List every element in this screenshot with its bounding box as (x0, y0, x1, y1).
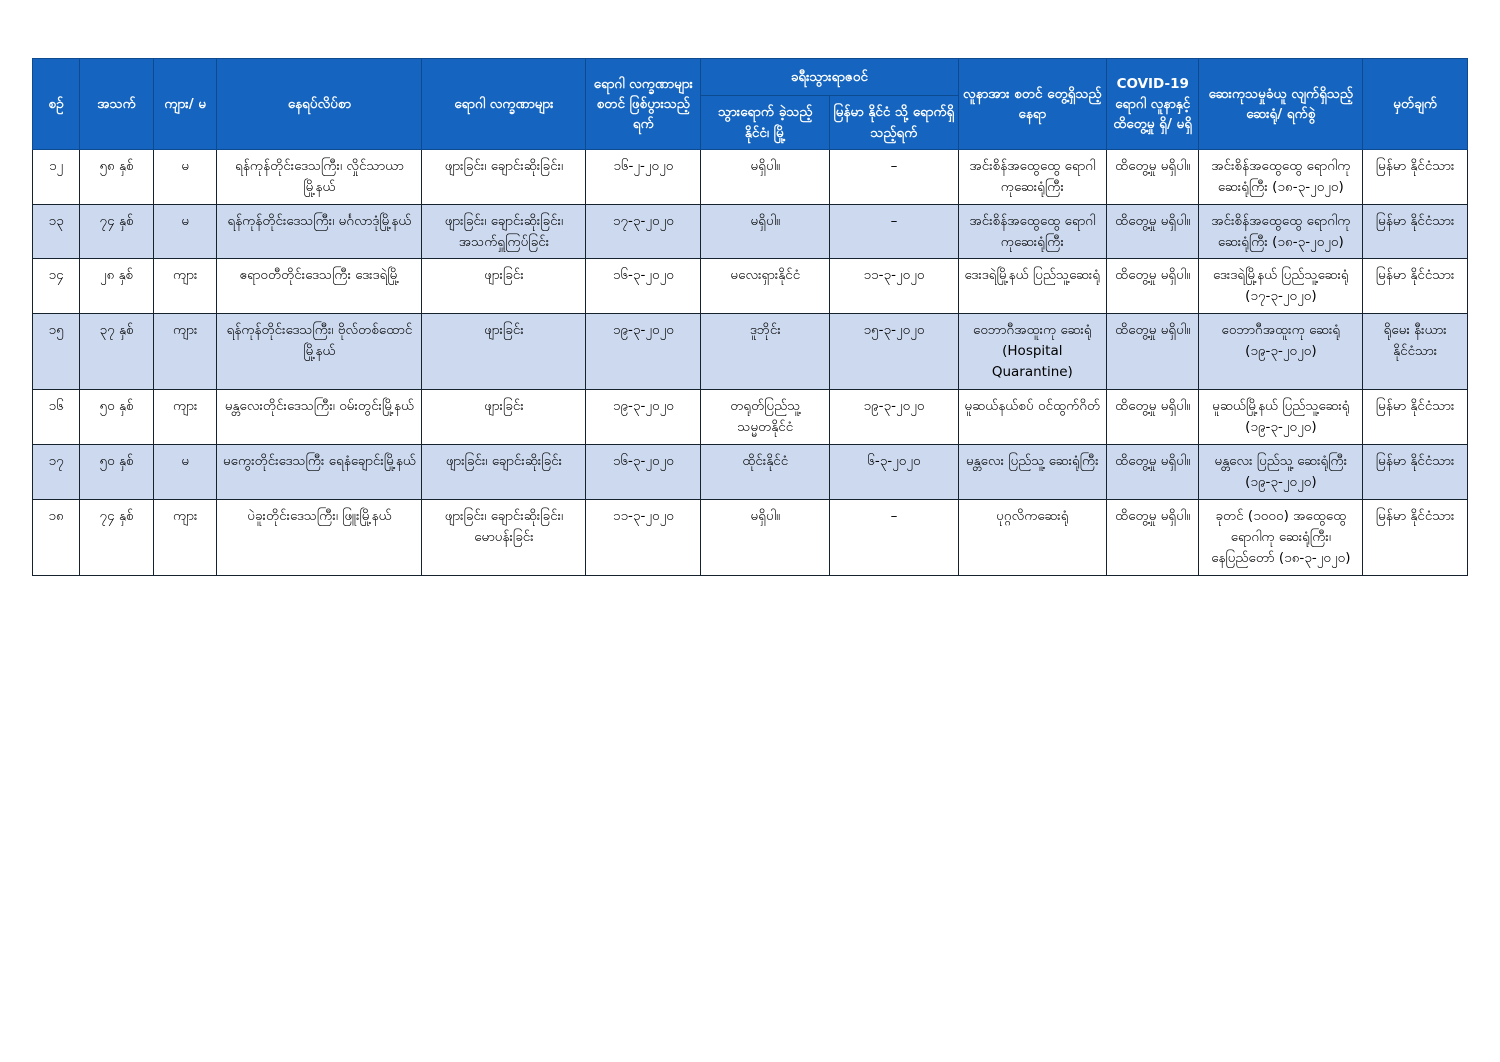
cell-remark: မြန်မာ နိုင်ငံသား (1363, 499, 1468, 575)
cell-travel-country: မရှိပါ။ (701, 149, 830, 204)
cell-age: ၂၈ နှစ် (80, 259, 154, 314)
cell-treatment-hospital: ခုတင် (၁၀၀၀) အထွေထွေရောဂါကု ဆေးရုံကြီး၊ နေပြည်တော် (၁၈-၃-၂၀၂၀) (1199, 499, 1363, 575)
cell-address: ရန်ကုန်တိုင်းဒေသကြီး၊ လှိုင်သာယာမြို့နယ် (217, 149, 422, 204)
cell-sex: မ (153, 149, 217, 204)
header-age: အသက် (80, 59, 154, 150)
cell-no: ၁၃ (33, 204, 80, 259)
header-symptoms: ရောဂါ လက္ခဏာများ (422, 59, 586, 150)
cell-travel-return: ၁၉-၃-၂၀၂၀ (830, 390, 958, 445)
cell-travel-return: – (830, 499, 958, 575)
cell-address: ရန်ကုန်တိုင်းဒေသကြီး၊ မင်္ဂလာဒုံမြို့နယ် (217, 204, 422, 259)
cell-covid-contact: ထိတွေ့မှု မရှိပါ။ (1107, 390, 1199, 445)
header-travel-return: မြန်မာ နိုင်ငံ သို့ ရောက်ရှိ သည့်ရက် (830, 96, 958, 150)
cell-onset-date: ၁၆-၃-၂၀၂၀ (586, 444, 701, 499)
header-remark: မှတ်ချက် (1363, 59, 1468, 150)
cell-found-place: ဒေးဒရဲမြို့နယ် ပြည်သူ့ဆေးရုံ (958, 259, 1107, 314)
cell-onset-date: ၁၆-၃-၂၀၂၀ (586, 259, 701, 314)
cell-travel-country: မရှိပါ။ (701, 204, 830, 259)
cell-remark: မြန်မာ နိုင်ငံသား (1363, 149, 1468, 204)
cell-covid-contact: ထိတွေ့မှု မရှိပါ။ (1107, 314, 1199, 390)
header-onset-date: ရောဂါ လက္ခဏာများ စတင် ဖြစ်ပွားသည့် ရက် (586, 59, 701, 150)
cell-treatment-hospital: ဝေဘာဂီအထူးကု ဆေးရုံ (၁၉-၃-၂၀၂၀) (1199, 314, 1363, 390)
cell-sex: ကျား (153, 314, 217, 390)
cell-travel-country: မရှိပါ။ (701, 499, 830, 575)
cell-found-place: အင်းစိန်အထွေထွေ ရောဂါ ကုဆေးရုံကြီး (958, 204, 1107, 259)
cell-age: ၇၄ နှစ် (80, 499, 154, 575)
cell-sex: ကျား (153, 390, 217, 445)
cell-travel-country: မလေးရှားနိုင်ငံ (701, 259, 830, 314)
table-header (33, 59, 1468, 150)
cell-age: ၃၇ နှစ် (80, 314, 154, 390)
cell-travel-country: ဒူဘိုင်း (701, 314, 830, 390)
cell-travel-return: – (830, 149, 958, 204)
cell-sex: မ (153, 204, 217, 259)
cell-travel-return: ၁၁-၃-၂၀၂၀ (830, 259, 958, 314)
cell-covid-contact: ထိတွေ့မှု မရှိပါ။ (1107, 444, 1199, 499)
cell-age: ၅၈ နှစ် (80, 149, 154, 204)
cell-address: ဧရာဝတီတိုင်းဒေသကြီး ဒေးဒရဲမြို့ (217, 259, 422, 314)
cell-no: ၁၄ (33, 259, 80, 314)
cell-covid-contact: ထိတွေ့မှု မရှိပါ။ (1107, 259, 1199, 314)
cell-address: ပဲခူးတိုင်းဒေသကြီး၊ ဖြူးမြို့နယ် (217, 499, 422, 575)
cell-no: ၁၆ (33, 390, 80, 445)
cell-onset-date: ၁၉-၃-၂၀၂၀ (586, 390, 701, 445)
cell-covid-contact: ထိတွေ့မှု မရှိပါ။ (1107, 149, 1199, 204)
cell-remark: မြန်မာ နိုင်ငံသား (1363, 390, 1468, 445)
table-row (33, 444, 1468, 499)
cell-sex: ကျား (153, 259, 217, 314)
table-row (33, 259, 1468, 314)
cell-remark: မြန်မာ နိုင်ငံသား (1363, 259, 1468, 314)
cell-remark: ရိုမေး နီးယား နိုင်ငံသား (1363, 314, 1468, 390)
header-address: နေရပ်လိပ်စာ (217, 59, 422, 150)
covid-case-table (32, 58, 1468, 576)
cell-found-place: မန္တလေး ပြည်သူ့ ဆေးရုံကြီး (958, 444, 1107, 499)
header-sex: ကျား/ မ (153, 59, 217, 150)
cell-travel-country: ထိုင်းနိုင်ငံ (701, 444, 830, 499)
table-row (33, 390, 1468, 445)
table-row (33, 499, 1468, 575)
cell-age: ၅၀ နှစ် (80, 444, 154, 499)
cell-symptoms: ဖျားခြင်း၊ ချောင်းဆိုးခြင်း၊ မောပန်းခြင်း (422, 499, 586, 575)
cell-address: မကွေးတိုင်းဒေသကြီး ရေနံချောင်းမြို့နယ် (217, 444, 422, 499)
cell-age: ၇၄ နှစ် (80, 204, 154, 259)
cell-travel-country: တရုတ်ပြည်သူ့ သမ္မတနိုင်ငံ (701, 390, 830, 445)
cell-treatment-hospital: အင်းစိန်အထွေထွေ ရောဂါကုဆေးရုံကြီး (၁၈-၃-၂၀၂၀) (1199, 149, 1363, 204)
cell-symptoms: ဖျားခြင်း (422, 390, 586, 445)
cell-covid-contact: ထိတွေ့မှု မရှိပါ။ (1107, 499, 1199, 575)
cell-treatment-hospital: အင်းစိန်အထွေထွေ ရောဂါကုဆေးရုံကြီး (၁၈-၃-၂၀၂၀) (1199, 204, 1363, 259)
header-travel-group: ခရီးသွားရာဇဝင် (701, 59, 958, 96)
cell-onset-date: ၁၆-၂-၂၀၂၀ (586, 149, 701, 204)
cell-address: ရန်ကုန်တိုင်းဒေသကြီး၊ ဗိုလ်တစ်ထောင်မြို့နယ် (217, 314, 422, 390)
cell-symptoms: ဖျားခြင်း၊ ချောင်းဆိုးခြင်း၊ အသက်ရှူကြပ်ခြင်း (422, 204, 586, 259)
cell-travel-return: ၁၅-၃-၂၀၂၀ (830, 314, 958, 390)
cell-covid-contact: ထိတွေ့မှု မရှိပါ။ (1107, 204, 1199, 259)
cell-travel-return: ၆-၃-၂၀၂၀ (830, 444, 958, 499)
cell-address: မန္တလေးတိုင်းဒေသကြီး၊ ဝမ်းတွင်းမြို့နယ် (217, 390, 422, 445)
cell-symptoms: ဖျားခြင်း၊ ချောင်းဆိုးခြင်း၊ (422, 149, 586, 204)
cell-sex: မ (153, 444, 217, 499)
table-row (33, 149, 1468, 204)
header-found-place: လူနာအား စတင် တွေ့ရှိသည့် နေရာ (958, 59, 1107, 150)
cell-remark: မြန်မာ နိုင်ငံသား (1363, 204, 1468, 259)
cell-treatment-hospital: ဒေးဒရဲမြို့နယ် ပြည်သူ့ဆေးရုံ (၁၇-၃-၂၀၂၀) (1199, 259, 1363, 314)
cell-no: ၁၅ (33, 314, 80, 390)
table-row (33, 314, 1468, 390)
header-covid-contact: COVID-19 ရောဂါ လူနာနှင့် ထိတွေ့မှု ရှိ/ မရှိ (1107, 59, 1199, 150)
header-row-1 (33, 59, 1468, 96)
cell-found-place: မူဆယ်နယ်စပ် ဝင်ထွက်ဂိတ် (958, 390, 1107, 445)
cell-symptoms: ဖျားခြင်း (422, 259, 586, 314)
cell-found-place: ပုဂ္ဂလိကဆေးရုံ (958, 499, 1107, 575)
header-treatment-hospital: ဆေးကုသမှုခံယူ လျက်ရှိသည့် ဆေးရုံ/ ရက်စွဲ (1199, 59, 1363, 150)
table-body (33, 149, 1468, 575)
cell-remark: မြန်မာ နိုင်ငံသား (1363, 444, 1468, 499)
header-no: စဉ် (33, 59, 80, 150)
cell-found-place: အင်းစိန်အထွေထွေ ရောဂါ ကုဆေးရုံကြီး (958, 149, 1107, 204)
cell-age: ၅၀ နှစ် (80, 390, 154, 445)
cell-treatment-hospital: မူဆယ်မြို့နယ် ပြည်သူ့ဆေးရုံ (၁၉-၃-၂၀၂၀) (1199, 390, 1363, 445)
cell-sex: ကျား (153, 499, 217, 575)
cell-no: ၁၈ (33, 499, 80, 575)
cell-onset-date: ၁၇-၃-၂၀၂၀ (586, 204, 701, 259)
cell-onset-date: ၁၉-၃-၂၀၂၀ (586, 314, 701, 390)
table-row (33, 204, 1468, 259)
header-travel-country: သွားရောက် ခဲ့သည့် နိုင်ငံ၊ မြို့ (701, 96, 830, 150)
cell-no: ၁၇ (33, 444, 80, 499)
cell-no: ၁၂ (33, 149, 80, 204)
cell-symptoms: ဖျားခြင်း၊ ချောင်းဆိုးခြင်း (422, 444, 586, 499)
cell-travel-return: – (830, 204, 958, 259)
cell-found-place: ဝေဘာဂီအထူးကု ဆေးရုံ (Hospital Quarantine) (958, 314, 1107, 390)
cell-onset-date: ၁၁-၃-၂၀၂၀ (586, 499, 701, 575)
cell-symptoms: ဖျားခြင်း (422, 314, 586, 390)
cell-treatment-hospital: မန္တလေး ပြည်သူ့ ဆေးရုံကြီး (၁၉-၃-၂၀၂၀) (1199, 444, 1363, 499)
